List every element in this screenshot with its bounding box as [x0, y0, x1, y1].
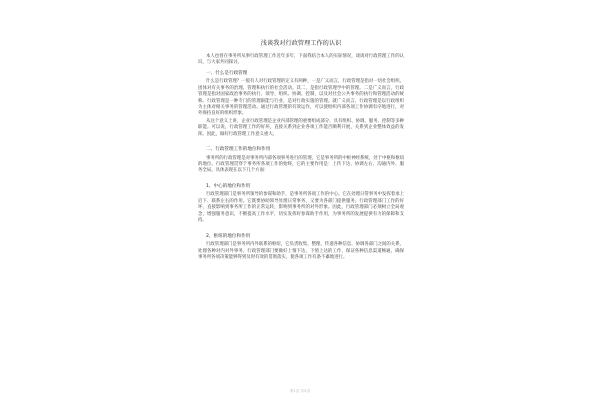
subsection-heading: 2、枢纽的地位和作用 — [206, 233, 251, 239]
page-footer: 第1页 共5页 — [289, 389, 311, 393]
subsection-heading: 1、中心的地位和作用 — [206, 183, 251, 189]
section2-heading: 二、行政管理工作的地位和作用 — [206, 147, 271, 153]
subsection-paragraph: 行政管理部门是事务所内外联系的枢纽，它负责收集、整理、传递各种信息，协调各部门之间的关系，处理各种对内对外事务。行政管理部门要做好上情下达、下情上达的工作，保证各种信息渠道畅通，确保事务所各项决策能够得到及时有效的贯彻落实，使各项工作有条不紊地进行。 — [198, 242, 404, 260]
section1-heading: 一、什么是行政管理 — [206, 70, 248, 76]
section2-paragraph: 事务所的行政管理是对事务所内部各项事务进行的管理，它是事务所的中枢神经系统，处于中枢和枢纽的地位。行政管理贯穿于事务所各项工作的始终，它的主要作用是：上传下达、协调左右、沟通内外、服务全局。具体表现在以下几个方面： — [198, 155, 404, 174]
subsection-paragraph: 行政管理部门是事务所领导的参谋和助手，是事务所各项工作的中心。它在处理日常事务中发挥着承上启下、联系左右的作用。它既要协助领导处理日常事务，又要为各部门提供服务。行政管理部门工作的好坏，直接影响到事务所工作的正常运转，影响到事务所的对外形象。因此，行政管理部门必须树立全局观念，增强服务意识，不断提高工作水平，切实发挥好参谋助手作用，为事务所的发展提供有力的保障和支持。 — [198, 192, 404, 224]
document-title: 浅谈我对行政管理工作的认识 — [260, 40, 342, 47]
section1-paragraph: 从这个意义上讲，企业行政管理是企业内部管理的重要组成部分，具有组织、协调、服务、控制等多种职能。可以说，行政管理工作的好坏，直接关系到企业各项工作能否顺利开展，关系到企业整体效益的发挥。因此，做好行政管理工作意义重大。 — [198, 118, 404, 137]
intro-paragraph: 本人也曾在事务所从事行政管理工作近年多年，下面我结合本人的实际情况，谈谈对行政管理工作的认识，与大家共同探讨。 — [198, 54, 404, 66]
document-body — [198, 40, 404, 262]
section1-paragraph: 什么是行政管理？一般有人对行政管理的定义有两种，一是广义而言，行政管理是指对一切社会组织、团体对有关事务的治理、管理和执行的社会活动。其二，是指行政管理学中的管理。二是广义而言，行政管理是指对国家政治事务的执行、领导、组织、协调、控制，以及对社会公共事务的执行和管理活动的统称。行政管理是一种专门的管理职能与行业，是对行政实施的管理。就广义而言，行政管理是以行政组织为主体对相关事务的管理活动。通过行政管理的有效运作，可以使组织内部各项工作协调有序地进行，对外保持良好的组织形象。 — [198, 79, 404, 117]
